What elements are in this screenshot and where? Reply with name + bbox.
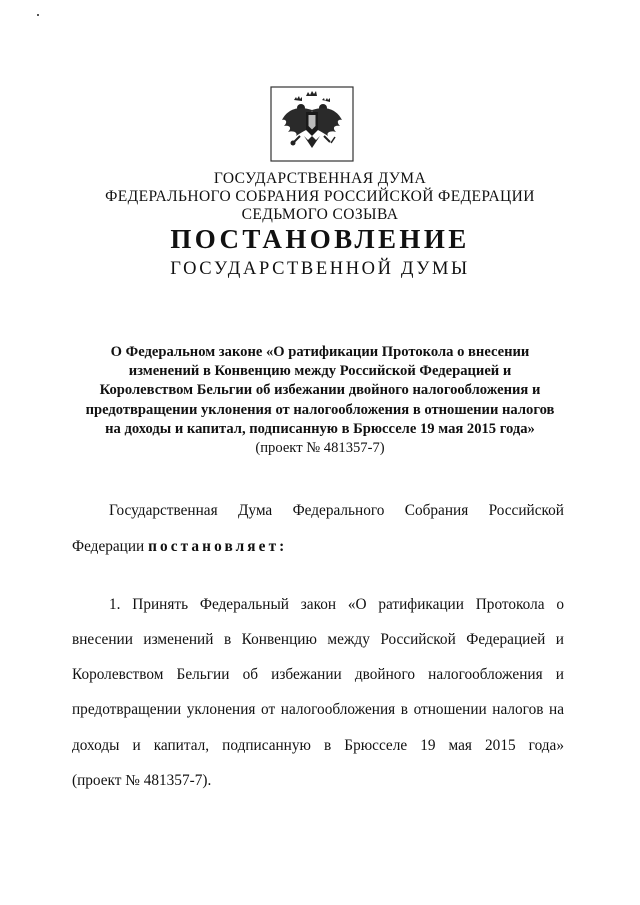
resolves-spaced-word: постановляет:: [148, 538, 288, 555]
clause-line: (проект № 481357-7).: [72, 772, 212, 789]
preamble-line: [72, 537, 564, 557]
subject-line: Королевством Бельгии об избежании двойного налогообложения и: [99, 382, 541, 399]
institution-line: ГОСУДАРСТВЕННАЯ ДУМА: [213, 170, 427, 187]
coat-of-arms-emblem: [270, 86, 354, 162]
clause-line: 1. Принять Федеральный закон «О ратификации Протокола о: [109, 596, 564, 613]
institution-line: ФЕДЕРАЛЬНОГО СОБРАНИЯ РОССИЙСКОЙ ФЕДЕРАЦИИ: [105, 188, 535, 205]
scan-speck: [37, 14, 39, 16]
clause-line: предотвращении уклонения от налогообложения в отношении налогов на: [72, 701, 564, 718]
clause-line: Королевством Бельгии об избежании двойного налогообложения и: [72, 666, 564, 683]
clause-line: внесении изменений в Конвенцию между Российской Федерацией и: [72, 631, 564, 648]
subject-line: предотвращении уклонения от налогообложения в отношении налогов: [85, 401, 555, 418]
project-number: (проект № 481357-7): [255, 440, 385, 457]
subject-line: изменений в Конвенцию между Российской Федерацией и: [128, 363, 512, 380]
clause-line: доходы и капитал, подписанную в Брюсселе 19 мая 2015 года»: [72, 737, 564, 754]
preamble-line: Государственная Дума Федерального Собрания Российской: [109, 502, 564, 519]
subject-line: на доходы и капитал, подписанную в Брюсселе 19 мая 2015 года»: [105, 420, 535, 437]
subject-block: [70, 343, 570, 458]
document-type-title: ПОСТАНОВЛЕНИЕ: [170, 224, 470, 254]
document-type-subtitle: ГОСУДАРСТВЕННОЙ ДУМЫ: [170, 259, 470, 279]
preamble-start: Федерации: [72, 538, 145, 555]
institution-line: СЕДЬМОГО СОЗЫВА: [241, 206, 399, 223]
subject-line: О Федеральном законе «О ратификации Протокола о внесении: [110, 344, 530, 360]
